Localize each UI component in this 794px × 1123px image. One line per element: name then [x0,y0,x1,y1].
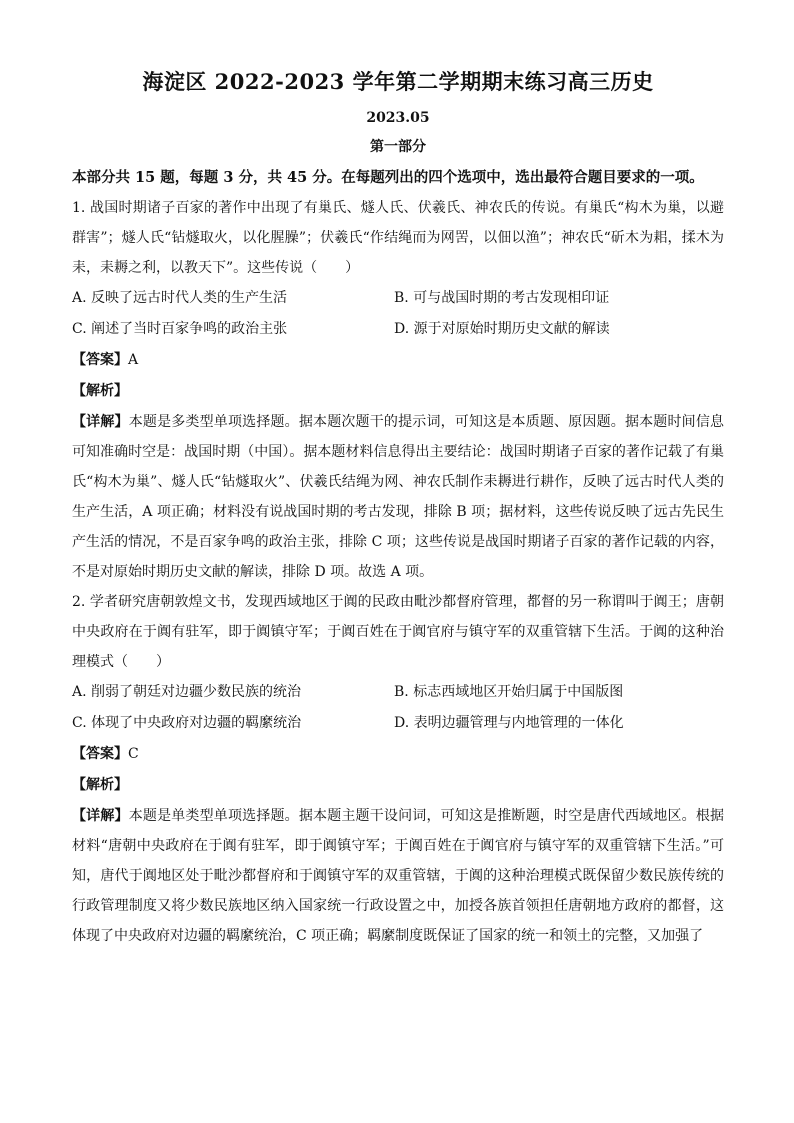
detail-label: 【详解】 [72,414,129,430]
question-1-options [72,283,724,345]
question-1-option-d: D. 源于对原始时期历史文献的解读 [394,321,610,337]
question-1-analysis-label [72,376,724,407]
question-2-answer [72,739,724,770]
answer-label: 【答案】 [72,746,128,762]
question-2-option-c: C. 体现了中央政府对边疆的羁縻统治 [72,715,302,731]
question-2-options [72,677,724,739]
question-2 [72,587,724,951]
doc-date: 2023.05 [366,110,430,126]
detail-label: 【详解】 [72,808,129,824]
answer-value: A [128,352,139,368]
detail-text: 本题是多类型单项选择题。据本题次题干的提示词，可知这是本质题、原因题。据本题时间信息可知准确时空是：战国时期（中国）。据本题材料信息得出主要结论：战国时期诸子百家的著作记载了有巢氏“构木为巢”、燧人氏“钻燧取火”、伏羲氏结绳为网、神农氏制作耒耨进行耕作，反映了远古时代人类的生产生活，A 项正确；材料没有说战国时期的考古发现，排除 B 项；据材料，这些传说反映了远古先民生产生活的情况，不是百家争鸣的政治主张，排除 C 项；这些传说是战国时期诸子百家的著作记载的内容，不是对原始时期历史文献的解读，排除 D 项。故选 A 项。 [72,414,725,580]
doc-title: 海淀区 2022-2023 学年第二学期期末练习高三历史 [142,69,654,94]
analysis-label: 【解析】 [72,777,128,793]
question-1-option-b: B. 可与战国时期的考古发现相印证 [394,290,610,306]
question-1-option-c: C. 阐述了当时百家争鸣的政治主张 [72,321,288,337]
question-2-option-b: B. 标志西域地区开始归属于中国版图 [394,684,624,700]
question-1-option-a: A. 反映了远古时代人类的生产生活 [72,290,288,306]
question-2-option-a: A. 削弱了朝廷对边疆少数民族的统治 [72,684,302,700]
question-2-analysis-label [72,770,724,801]
answer-value: C [128,746,139,762]
section-intro: 本部分共 15 题，每题 3 分，共 45 分。在每题列出的四个选项中，选出最符合题目要求的一项。 [72,169,704,186]
question-1-answer [72,345,724,376]
detail-text: 本题是单类型单项选择题。据本题主题干设问词，可知这是推断题，时空是唐代西域地区。根据材料“唐朝中央政府在于阗有驻军，即于阗镇守军；于阗百姓在于阗官府与镇守军的双重管辖下生活。”可知，唐代于阗地区处于毗沙都督府和于阗镇守军的双重管辖，于阗的这种治理模式既保留少数民族传统的行政管理制度又将少数民族地区纳入国家统一行政设置之中，加授各族首领担任唐朝地方政府的都督，这体现了中央政府对边疆的羁縻统治，C 项正确；羁縻制度既保证了国家的统一和领土的完整，又加强了 [72,808,725,944]
question-2-detail [72,801,724,951]
analysis-label: 【解析】 [72,383,128,399]
question-1 [72,193,724,587]
document-page [72,64,724,951]
section-heading: 第一部分 [370,139,426,155]
question-1-stem: 1. 战国时期诸子百家的著作中出现了有巢氏、燧人氏、伏羲氏、神农氏的传说。有巢氏“构木为巢，以避群害”；燧人氏“钻燧取火，以化腥臊”；伏羲氏“作结绳而为网罟，以佃以渔”；神农氏“斫木为耜，揉木为耒，耒耨之利，以教天下”。这些传说（ ） [72,200,724,276]
answer-label: 【答案】 [72,352,128,368]
question-1-detail [72,407,724,587]
question-2-stem: 2. 学者研究唐朝敦煌文书，发现西域地区于阗的民政由毗沙都督府管理，都督的另一称谓叫于阗王；唐朝中央政府在于阗有驻军，即于阗镇守军；于阗百姓在于阗官府与镇守军的双重管辖下生活。于阗的这种治理模式（ ） [72,594,724,670]
question-2-option-d: D. 表明边疆管理与内地管理的一体化 [394,715,624,731]
